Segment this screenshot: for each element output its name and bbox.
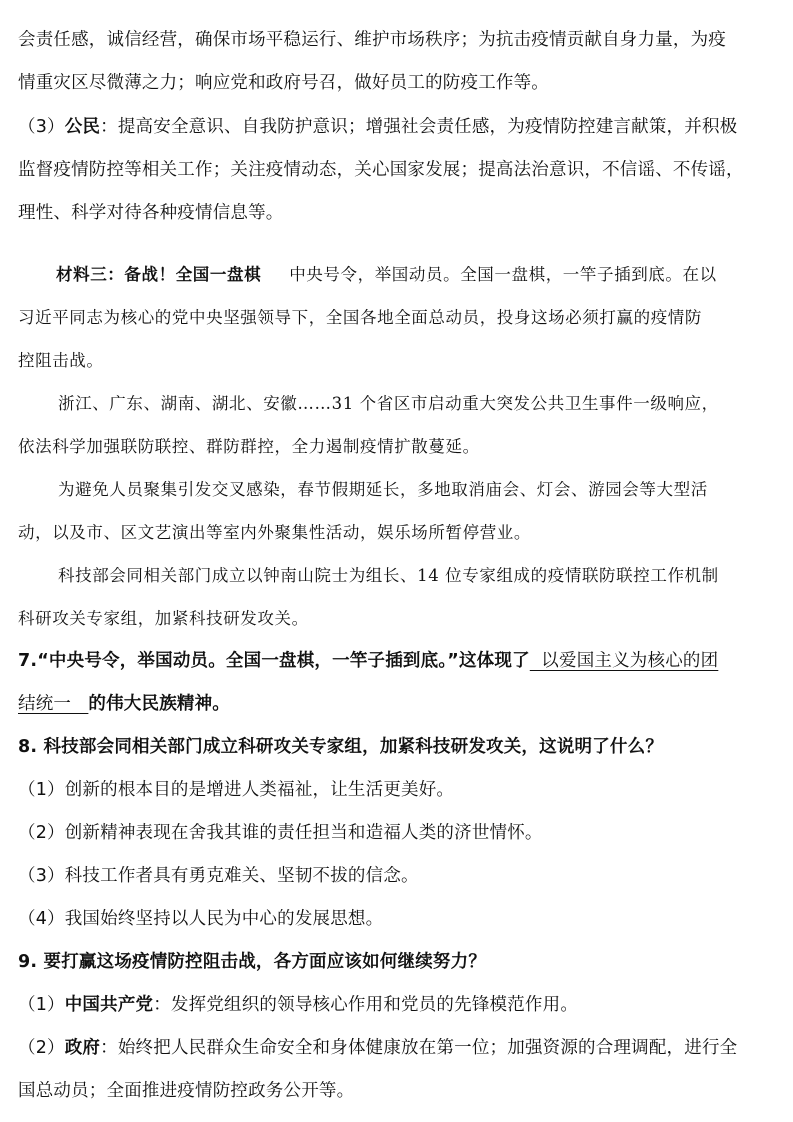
question-7-tail: 的伟大民族精神。 [88, 694, 230, 714]
material3-paragraph-1-line-2: 习近平同志为核心的党中央坚强领导下，全国各地全面总动员，投身这场必须打赢的疫情防 [18, 308, 702, 327]
question-7-stem: 7.“中央号令，举国动员。全国一盘棋，一竿子插到底。”这体现了 [18, 651, 530, 671]
citizen-answer-line-2: 监督疫情防控等相关工作；关注疫情动态，关心国家发展；提高法治意识，不信谣、不传谣， [18, 160, 744, 180]
question-9-stem: 9. 要打赢这场疫情防控阻击战，各方面应该如何继续努力？ [18, 952, 487, 972]
question-8-stem: 8. 科技部会同相关部门成立科研攻关专家组，加紧科技研发攻关，这说明了什么？ [18, 737, 664, 757]
question-8-answer-4: （4）我国始终坚持以人民为中心的发展思想。 [18, 909, 384, 929]
material3-paragraph-1-line-1 [56, 263, 717, 287]
question-7-answer-part-1: 以爱国主义为核心的团 [529, 651, 719, 671]
question-9-answer-2-line-1 [18, 1036, 737, 1060]
question-8-answer-3: （3）科技工作者具有勇克难关、坚韧不拔的信念。 [18, 866, 419, 886]
item-prefix: （3） [18, 117, 65, 137]
party-text: ：发挥党组织的领导核心作用和党员的先锋模范作用。 [153, 995, 579, 1015]
citizen-answer-line-1 [18, 115, 737, 139]
government-text: ：始终把人民群众生命安全和身体健康放在第一位；加强资源的合理调配，进行全 [100, 1038, 738, 1058]
question-7-line-2 [18, 692, 230, 716]
government-label: 政府 [64, 1038, 101, 1058]
material3-text: 中央号令，举国动员。全国一盘棋，一竿子插到底。在以 [289, 265, 717, 284]
enterprise-answer-line-2: 情重灾区尽微薄之力；响应党和政府号召，做好员工的防疫工作等。 [18, 73, 549, 93]
material3-paragraph-3-line-2: 动，以及市、区文艺演出等室内外聚集性活动，娱乐场所暂停营业。 [18, 523, 531, 542]
question-7-line-1 [18, 649, 718, 673]
item-prefix: （2） [18, 1038, 65, 1058]
material3-paragraph-4-line-2: 科研攻关专家组，加紧科技研发攻关。 [18, 609, 309, 628]
question-9-answer-2-line-2: 国总动员；全面推进疫情防控政务公开等。 [18, 1081, 355, 1101]
item-prefix: （1） [18, 995, 65, 1015]
material3-paragraph-2-line-2: 依法科学加强联防联控、群防群控，全力遏制疫情扩散蔓延。 [18, 437, 480, 456]
citizen-text: ：提高安全意识、自我防护意识；增强社会责任感，为疫情防控建言献策，并积极 [100, 117, 738, 137]
party-label: 中国共产党 [64, 995, 154, 1015]
material3-title: 材料三：备战！全国一盘棋 [56, 265, 262, 284]
question-8-answer-1: （1）创新的根本目的是增进人类福祉，让生活更美好。 [18, 780, 455, 800]
material3-paragraph-4-line-1: 科技部会同相关部门成立以钟南山院士为组长、14 位专家组成的疫情联防联控工作机制 [58, 566, 719, 585]
citizen-label: 公民 [64, 117, 101, 137]
material3-paragraph-3-line-1: 为避免人员聚集引发交叉感染，春节假期延长，多地取消庙会、灯会、游园会等大型活 [58, 480, 708, 499]
material3-paragraph-2-line-1: 浙江、广东、湖南、湖北、安徽……31 个省区市启动重大突发公共卫生事件一级响应， [58, 394, 719, 413]
material3-paragraph-1-line-3: 控阻击战。 [18, 351, 104, 370]
question-9-answer-1 [18, 993, 578, 1017]
question-7-answer-part-2: 结统一 [18, 694, 89, 714]
question-8-answer-2: （2）创新精神表现在舍我其谁的责任担当和造福人类的济世情怀。 [18, 823, 543, 843]
enterprise-answer-line-1: 会责任感，诚信经营，确保市场平稳运行、维护市场秩序；为抗击疫情贡献自身力量，为疫 [18, 30, 726, 50]
citizen-answer-line-3: 理性、科学对待各种疫情信息等。 [18, 203, 284, 223]
